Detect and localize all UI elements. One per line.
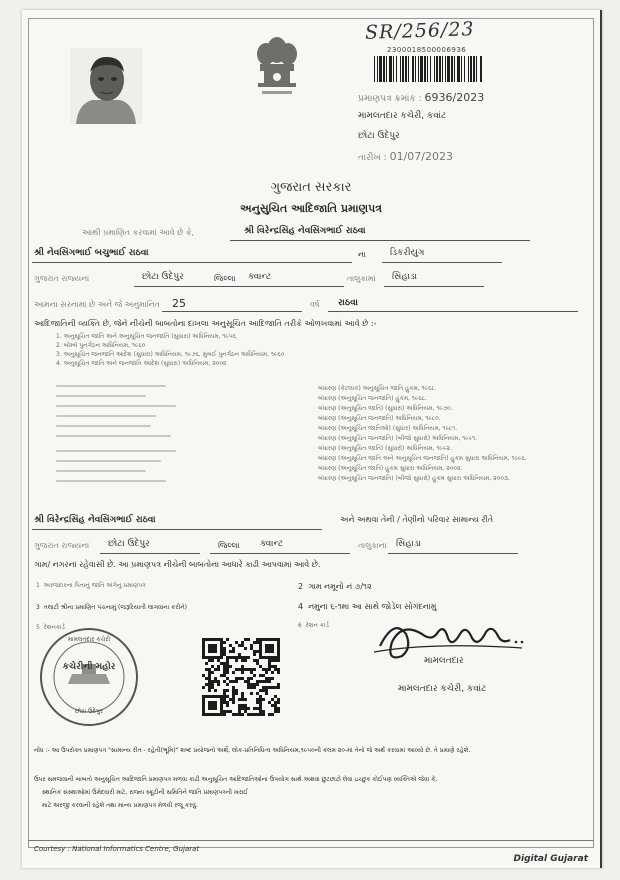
- footer-note-1: નોંધ :- આ ઉપરોક્ત પ્રમાણપત્ર "સામાન્ય રીત - રહેતી(ભૂમિ)" શબ્દ પ્રયોજનો અર્થે, લોક-પ્રતિનિધિત્વ અધિનિયમ,૧૯૫૦ની કલમ ૨૦-માં તેનો જે અર્થ કરવામાં આવ્યો છે. તે પ્રમાણે રહેશે.: [34, 747, 471, 754]
- certificate-number-label: પ્રમાણપત્ર ક્રમાંક :: [358, 94, 422, 104]
- underline: [384, 286, 484, 287]
- annex-left-list: [56, 332, 526, 368]
- underline: [230, 240, 530, 241]
- footer-note-3: સ્થાનિક સંસ્થાઓમાં ઉમેદવારી માટે, રાજ્ય સ્ક્રૂટીની સમિતિને જાતિ પ્રમાણપત્રની ખરાઈ: [42, 789, 249, 796]
- caste-name: રાઠવા: [338, 298, 358, 308]
- basis-item: 6 રેશન કાર્ડ: [298, 622, 329, 629]
- annex-left-item: 2. બોમ્બે પુનર્ગઠન અધિનિયમ, ૧૯૬૦: [56, 342, 146, 349]
- underline: [328, 311, 578, 312]
- place2-name: સિંહાડા: [396, 539, 422, 549]
- signature-designation: મામલતદાર: [424, 656, 464, 666]
- annex-right-item: બંધારણ (અનુસૂચિત જાતિ) (સુધારો) અધિનિયમ, ૧૯૯૨.: [318, 445, 452, 452]
- state-label: ગુજરાત રાજ્યના: [34, 274, 90, 283]
- officer-signature: [372, 612, 532, 672]
- father-name: શ્રી નેવસિંગભાઈ બચુભાઈ રાઠવા: [34, 248, 149, 258]
- underline: [382, 262, 502, 263]
- basis-item: 1 અરજદારના પિતાનું જાતિ અંગેનું પ્રમાણપત્ર: [36, 582, 146, 589]
- basis-item: 2 ગામ નમૂનો નં ૭/૧૨: [298, 582, 372, 591]
- seal-center-text: કચેરીની મહોર: [62, 662, 116, 672]
- taluka2-name: ક્વાન્ટ: [260, 539, 284, 549]
- qr-code: [202, 638, 280, 716]
- village-name: ડિકરીયુગ: [390, 248, 425, 258]
- seal-top-text: મામલતદાર કચેરી: [67, 636, 111, 643]
- taluka2-label: તાલુકાના: [358, 541, 387, 550]
- digital-gujarat-text: Digital Gujarat: [513, 854, 588, 864]
- district-name: છોટા ઉદેપુર: [142, 272, 184, 282]
- taluka-place: સિંહાડા: [392, 272, 418, 282]
- age-label: આમના સરનામાં છે અને જે અનુમાનિત: [34, 300, 160, 309]
- barcode-bars: [374, 56, 484, 82]
- handwritten-reference: SR/256/23: [364, 18, 475, 44]
- district-label: જિલ્લા: [214, 274, 236, 283]
- underline: [388, 553, 518, 554]
- footer-note-2: ઉપર સમજવાની બાબતો અનુસૂચિત આદિજાતિ પ્રમાણપત્ર મળવા કાઢી અનુસૂચિત આદિજાતિઓના ઉપયોગ સાથે અથવા છુટછાટો લેવા ઇચ્છુક કોઈપણ વ્યક્તિએ જેવા કે,: [34, 776, 438, 783]
- basis-item: 5 રેશનકાર્ડ: [36, 624, 65, 631]
- annex-right-item: બંધારણ (અનુસૂચિત જનજાતિ) (બીજો સુધારો) અધિનિયમ, ૧૯૯૧.: [318, 435, 478, 442]
- taluka-label: તાલુકામાં: [347, 274, 376, 283]
- certificate-date: 01/07/2023: [389, 150, 453, 163]
- annex-right-item: બંધારણ (અનુસૂચિત જનજાતિ) અધિનિયમ, ૧૯૮૦.: [318, 415, 441, 422]
- footer-divider: [28, 840, 594, 841]
- district2-name: છોટા ઉદેપુર: [108, 539, 150, 549]
- annex-faint-lines: [56, 385, 256, 445]
- annex-left-item: 3. અનુસૂચિત જનજાતિ આદેશ (સુધારા) અધિનિયમ, ૧૯૭૬, મુંબઈ પુનર્ગઠન અધિનિયમ, ૧૯૬૦: [56, 351, 285, 358]
- underline: [32, 529, 322, 530]
- certificate-title: અનુસુચિત આદિજાતિ પ્રમાણપત્ર: [239, 202, 383, 215]
- certificate-number-row: [358, 91, 484, 104]
- annex-faint-lines-2: [56, 450, 256, 490]
- annex-left-item: 1. અનુસૂચિત જાતિ અને અનુસૂચિત જનજાતિ (સુધારા) અધિનિયમ, ૧૯૫૬: [56, 333, 237, 340]
- certificate-date-label: તારીખ :: [358, 153, 387, 163]
- courtesy-text: Courtesy : National Informatics Centre, Gujarat: [34, 845, 200, 853]
- annex-right-item: બંધારણ (અનુસૂચિત જનજાતિ) હુકમ, ૧૯૬૮.: [318, 395, 427, 402]
- state-emblem-icon: [248, 32, 306, 100]
- certificate-sheet: [22, 10, 602, 868]
- footer-note-4: માટે અરજી કરવાની રહેશે તથા માન્ય પ્રમાણપત્ર મેળવી રજૂ કરવું.: [42, 802, 198, 809]
- annex-right-item: બંધારણ (અનુસૂચિત જનજાતિ) (બીજો સુધારો) હુકમ સુધારા અધિનિયમ, ૨૦૦૩.: [318, 475, 510, 482]
- underline: [162, 311, 302, 312]
- barcode: [352, 46, 532, 54]
- government-heading: ગુજરાત સરકાર: [270, 180, 352, 195]
- annex-right-item: બંધારણ (અનુસૂચિત જાતિ) (સુધારા) અધિનિયમ, ૧૯૭૦.: [318, 405, 453, 412]
- underline: [134, 286, 344, 287]
- annex-right-item: બંધારણ (અનુસૂચિત જાતિઓ) (સુધાર) અધિનિયમ, ૧૯૮૧.: [318, 425, 458, 432]
- certify-label: આથી પ્રમાણિત કરવામાં આવે છે કે,: [82, 228, 195, 237]
- annex-right-item: બંધારણ (અનુસૂચિત જાતિ અને અનુસૂચિત જનજાતિ) હુકમ સુધારા અધિનિયમ, ૧૯૯૬.: [318, 455, 527, 462]
- issued-basis-text: ગામ/ નગરનાં રહેવાસી છે. આ પ્રમાણપત્ર નીચેની બાબતોના આધારે કાઢી આપવામાં આવે છે.: [34, 560, 321, 569]
- seal-bottom-text: છોટા ઉદેપુર: [75, 708, 103, 715]
- barcode-number: 2300018500006936: [387, 46, 467, 54]
- second-holder-name: શ્રી વિરેન્દ્રસિંહ નેવસિંગભાઈ રાઠવા: [34, 515, 156, 525]
- family-text: અને અથવા તેની / તેણીનો પરિવાર સામાન્ય રીતે: [340, 515, 494, 524]
- certificate-date-row: [358, 150, 453, 163]
- underline: [210, 553, 350, 554]
- signature-office: મામલતદાર કચેરી, કવાંટ: [398, 684, 487, 694]
- district2-label: જિલ્લા: [218, 541, 240, 550]
- holder-name: શ્રી વિરેન્દ્રસિંહ નેવસિંગભાઈ રાઠવા: [244, 226, 366, 236]
- certificate-district: છોટા ઉદેપુર: [358, 131, 400, 141]
- state2-label: ગુજરાત રાજ્યના: [34, 541, 90, 550]
- recognition-text: આદિજાતિની વ્યક્તિ છે, જેને નીચેની બાબતોના દાખલા અનુસૂચિત આદિજાતિ તરીકે ઓળખવામાં આવે છે :-: [34, 319, 377, 328]
- basis-item: 4 નમુના ૬-૧મા આ સાથે જોડેલ સોગંદનામું: [298, 602, 437, 611]
- caste-label: વર્ષ: [310, 300, 320, 309]
- applicant-photo: [70, 48, 142, 124]
- certificate-number: 6936/2023: [424, 91, 485, 104]
- annex-right-list: [318, 384, 588, 484]
- annex-right-item: બંધારણ (અનુસૂચિત જાતિ) હુકમ સુધારા અધિનિયમ, ૨૦૦૨.: [318, 465, 463, 472]
- underline: [100, 553, 200, 554]
- age-value: 25: [172, 297, 186, 310]
- taluka-name: ક્વાન્ટ: [248, 272, 272, 282]
- village-label: ના: [358, 250, 366, 259]
- office-seal: [38, 626, 140, 728]
- underline: [32, 262, 352, 263]
- annex-right-item: બંધારણ (કેટલાક) અનુસૂચિત જાતિ હુકમ, ૧૯૬૮.: [318, 385, 437, 392]
- basis-item: 3 તલાટી શ્રીના પ્રમાણિત પંચનામું (જરૂરિયાતી લાગવાના કરીને): [36, 604, 188, 611]
- annex-left-item: 4. અનુસૂચિત જાતિ અને જનજાતિ આદેશ (સુધારા) અધિનિયમ, ૨૦૦૨: [56, 360, 227, 367]
- certificate-office: મામલતદાર કચેરી, કવાંટ: [358, 111, 447, 121]
